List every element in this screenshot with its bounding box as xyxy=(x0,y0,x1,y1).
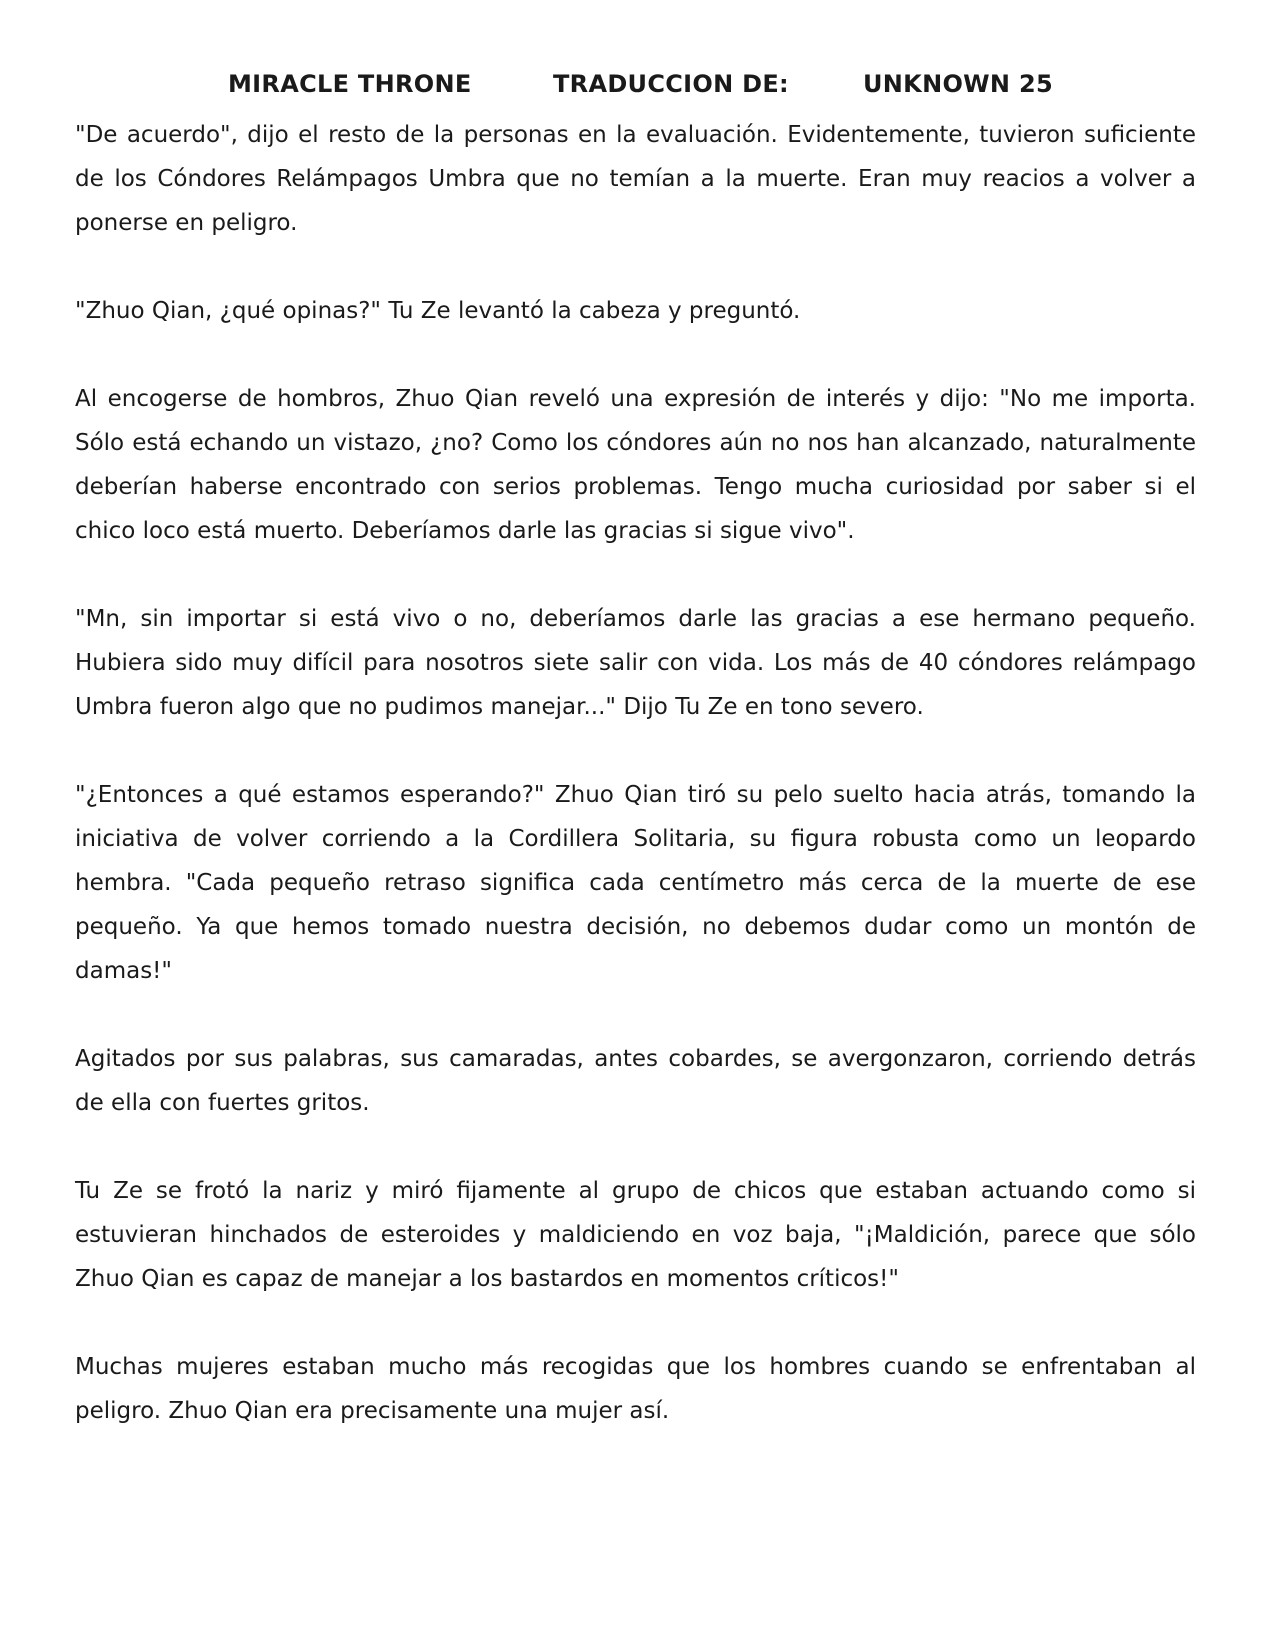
document-body xyxy=(75,113,1196,1477)
paragraph: "De acuerdo", dijo el resto de la personas en la evaluación. Evidentemente, tuvieron suficiente de los Cóndores Relámpagos Umbra que no temían a la muerte. Eran muy reacios a volver a ponerse en peligro. xyxy=(75,122,1196,236)
paragraph: Agitados por sus palabras, sus camaradas, antes cobardes, se avergonzaron, corriendo detrás de ella con fuertes gritos. xyxy=(75,1046,1196,1116)
translator-name: UNKNOWN 25 xyxy=(863,70,1053,98)
paragraph: "¿Entonces a qué estamos esperando?" Zhuo Qian tiró su pelo suelto hacia atrás, tomando la iniciativa de volver corriendo a la Cordillera Solitaria, su figura robusta como un leopardo hembra. "Cada pequeño retraso significa cada centímetro más cerca de la muerte de ese pequeño. Ya que hemos tomado nuestra decisión, no debemos dudar como un montón de damas!" xyxy=(75,782,1196,984)
paragraph: "Zhuo Qian, ¿qué opinas?" Tu Ze levantó la cabeza y preguntó. xyxy=(75,298,801,324)
paragraph: Tu Ze se frotó la nariz y miró fijamente al grupo de chicos que estaban actuando como si estuvieran hinchados de esteroides y maldiciendo en voz baja, "¡Maldición, parece que sólo Zhuo Qian es capaz de manejar a los bastardos en momentos críticos!" xyxy=(75,1178,1196,1292)
paragraph: Muchas mujeres estaban mucho más recogidas que los hombres cuando se enfrentaban al peligro. Zhuo Qian era precisamente una mujer así. xyxy=(75,1354,1196,1424)
translation-label: TRADUCCION DE: xyxy=(553,70,789,98)
page-header xyxy=(0,70,1275,110)
novel-title: MIRACLE THRONE xyxy=(228,70,472,98)
paragraph: "Mn, sin importar si está vivo o no, deberíamos darle las gracias a ese hermano pequeño. Hubiera sido muy difícil para nosotros siete salir con vida. Los más de 40 cóndores relámpago Umbra fueron algo que no pudimos manejar..." Dijo Tu Ze en tono severo. xyxy=(75,606,1196,720)
paragraph: Al encogerse de hombros, Zhuo Qian reveló una expresión de interés y dijo: "No me importa. Sólo está echando un vistazo, ¿no? Como los cóndores aún no nos han alcanzado, naturalmente deberían haberse encontrado con serios problemas. Tengo mucha curiosidad por saber si el chico loco está muerto. Deberíamos darle las gracias si sigue vivo". xyxy=(75,386,1196,544)
